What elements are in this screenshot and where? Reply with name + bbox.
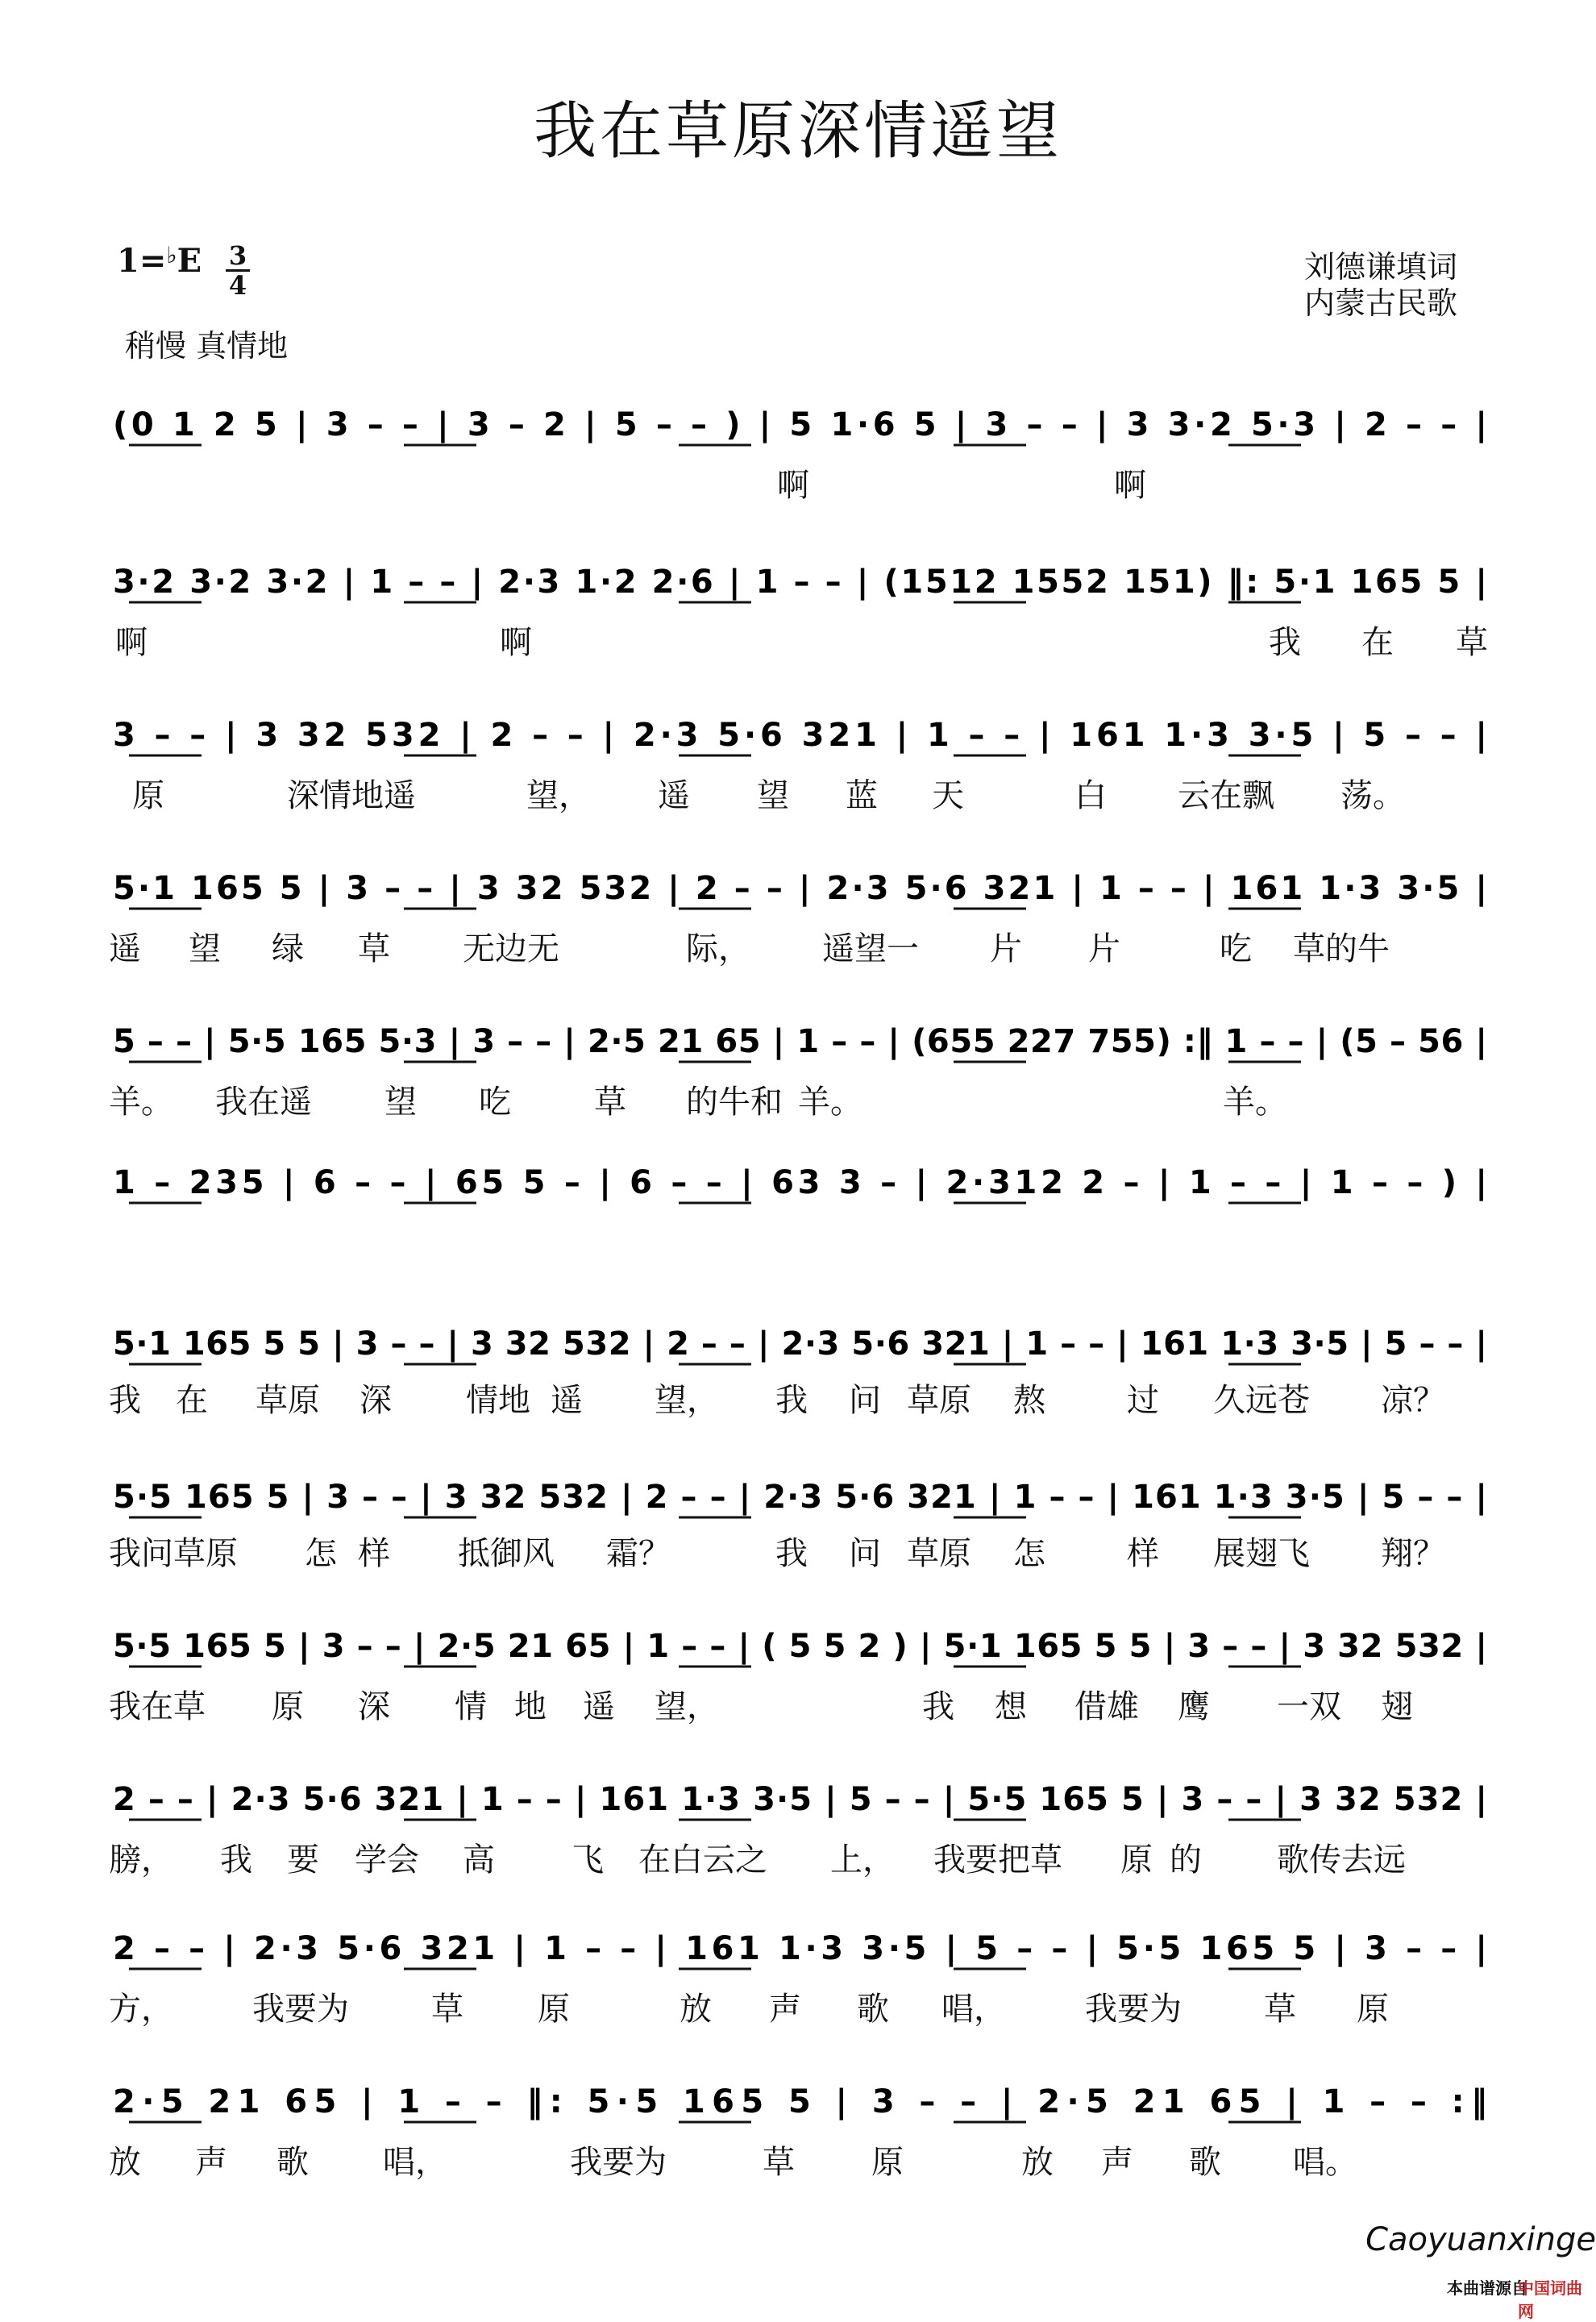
notation-row <box>0 697 1596 770</box>
notation-text: (0 1 2 5 | 3 – – | 3 – 2 | 5 – – ) | 5 1·6 5 | 3 – – | 3 3·2 5·3 | 2 – – | <box>113 406 1487 443</box>
time-signature-bottom: 4 <box>228 270 247 301</box>
lyric-syllable: 怎 <box>305 1535 337 1572</box>
notation-row <box>0 2064 1596 2137</box>
notation-text: 5·1 165 5 5 | 3 – – | 3 32 532 | 2 – – | 2·3 5·6 321 | 1 – – | 161 1·3 3·5 | 5 – – | <box>113 1325 1487 1363</box>
lyric-syllable: 望， <box>655 1688 719 1725</box>
notation-staff <box>0 697 1596 770</box>
lyric-syllable: 声 <box>1101 2144 1133 2181</box>
lyric-syllable: 要 <box>287 1841 319 1879</box>
lyric-syllable: 飞 <box>571 1841 604 1879</box>
lyric-syllable: 望， <box>526 777 591 814</box>
time-signature <box>226 240 250 301</box>
lyric-syllable: 久远苍 <box>1213 1382 1310 1419</box>
lyric-syllable: 上， <box>830 1841 895 1879</box>
lyric-syllable: 啊 <box>115 624 148 661</box>
lyric-syllable: 遥望一 <box>822 930 919 968</box>
lyric-syllable: 际， <box>686 930 750 968</box>
notation-staff <box>0 1004 1596 1076</box>
lyric-row <box>0 1681 1596 1729</box>
lyric-syllable: 原 <box>272 1688 304 1725</box>
key-signature: 1=♭E <box>117 242 202 280</box>
lyric-syllable: 吃 <box>1220 930 1252 968</box>
notation-text: 5·5 165 5 | 3 – – | 3 32 532 | 2 – – | 2·3 5·6 321 | 1 – – | 161 1·3 3·5 | 5 – – | <box>113 1479 1487 1516</box>
lyric-row <box>0 1375 1596 1423</box>
lyric-syllable: 想 <box>995 1688 1027 1725</box>
lyric-syllable: 翔？ <box>1381 1535 1445 1572</box>
lyric-row <box>0 1076 1596 1125</box>
notation-text: 3·2 3·2 3·2 | 1 – – | 2·3 1·2 2·6 | 1 – – | (1512 1552 151) ‖: 5·1 165 5 | <box>113 564 1488 601</box>
time-signature-top: 3 <box>228 240 247 271</box>
lyric-syllable: 情 <box>455 1688 487 1725</box>
lyric-syllable: 草原 <box>907 1382 971 1419</box>
notation-row <box>0 1608 1596 1681</box>
lyric-syllable: 我要为 <box>252 1991 349 2028</box>
notation-staff <box>0 1306 1596 1379</box>
notation-row <box>0 1145 1596 1217</box>
lyric-syllable: 唱， <box>383 2144 447 2181</box>
notation-staff <box>0 2064 1596 2137</box>
lyric-syllable: 吃 <box>479 1084 511 1121</box>
lyric-syllable: 啊 <box>777 467 809 504</box>
lyric-syllable: 羊。 <box>1223 1084 1287 1121</box>
notation-text: 1 – 235 | 6 – – | 65 5 – | 6 – – | 63 3 – | 2·312 2 – | 1 – – | 1 – – ) | <box>113 1164 1487 1201</box>
lyric-syllable: 蓝 <box>846 777 878 814</box>
lyric-syllable: 遥 <box>658 777 690 814</box>
lyric-syllable: 声 <box>195 2144 227 2181</box>
notation-text: 2 – – | 2·3 5·6 321 | 1 – – | 161 1·3 3·5 | 5 – – | 5·5 165 5 | 3 – – | <box>113 1930 1488 1967</box>
lyric-syllable: 唱， <box>941 1991 1006 2028</box>
lyric-syllable: 方， <box>109 1991 173 2028</box>
lyric-syllable: 霜？ <box>606 1535 671 1572</box>
lyric-syllable: 无边无 <box>463 930 559 968</box>
lyric-syllable: 草 <box>1264 1991 1296 2028</box>
lyric-syllable: 问 <box>849 1535 881 1572</box>
notation-row <box>0 544 1596 617</box>
lyric-syllable: 天 <box>932 777 964 814</box>
lyric-syllable: 凉？ <box>1381 1382 1445 1419</box>
lyric-syllable: 啊 <box>1114 467 1146 504</box>
notation-row <box>0 1306 1596 1379</box>
lyric-syllable: 原 <box>132 777 164 814</box>
lyric-syllable: 草原 <box>256 1382 320 1419</box>
lyric-syllable: 抵御风 <box>458 1535 555 1572</box>
lyric-syllable: 草的牛 <box>1293 930 1390 968</box>
lyric-syllable: 歌 <box>1189 2144 1221 2181</box>
notation-staff <box>0 1762 1596 1834</box>
lyric-syllable: 地 <box>514 1688 547 1725</box>
lyric-row <box>0 1983 1596 2032</box>
lyric-syllable: 草 <box>763 2144 795 2181</box>
lyric-syllable: 我要为 <box>570 2144 667 2181</box>
notation-staff <box>0 1608 1596 1681</box>
notation-row <box>0 1459 1596 1532</box>
notation-staff <box>0 1145 1596 1217</box>
lyric-syllable: 借雄 <box>1074 1688 1139 1725</box>
lyric-row <box>0 460 1596 508</box>
lyric-row <box>0 617 1596 665</box>
lyric-syllable: 深 <box>358 1688 390 1725</box>
lyric-syllable: 我 <box>109 1382 141 1419</box>
lyric-syllable: 一双 <box>1277 1688 1341 1725</box>
lyric-syllable: 原 <box>1120 1841 1153 1879</box>
lyric-syllable: 我在遥 <box>215 1084 312 1121</box>
lyric-syllable: 深情地遥 <box>287 777 416 814</box>
lyric-syllable: 膀， <box>109 1841 173 1879</box>
lyric-syllable: 我问草原 <box>109 1535 238 1572</box>
lyric-syllable: 遥 <box>583 1688 615 1725</box>
lyric-syllable: 遥 <box>109 930 141 968</box>
lyric-syllable: 歌 <box>857 1991 889 2028</box>
lyric-syllable: 歌 <box>276 2144 309 2181</box>
lyric-syllable: 展翅飞 <box>1213 1535 1310 1572</box>
lyric-syllable: 放 <box>109 2144 141 2181</box>
lyric-syllable: 翅 <box>1381 1688 1413 1725</box>
lyric-syllable: 样 <box>358 1535 390 1572</box>
lyric-syllable: 深 <box>360 1382 392 1419</box>
lyric-syllable: 熬 <box>1013 1382 1045 1419</box>
lyric-syllable: 我 <box>775 1382 808 1419</box>
lyric-syllable: 望， <box>655 1382 719 1419</box>
lyric-syllable: 羊。 <box>109 1084 173 1121</box>
notation-staff <box>0 1911 1596 1983</box>
notation-staff <box>0 851 1596 923</box>
lyric-row <box>0 770 1596 818</box>
footer-site-name: 中国词曲网 <box>1518 2278 1582 2321</box>
lyric-syllable: 的 <box>1170 1841 1202 1879</box>
lyric-syllable: 原 <box>1357 1991 1389 2028</box>
lyric-syllable: 问 <box>849 1382 881 1419</box>
lyric-syllable: 望 <box>757 777 789 814</box>
lyric-syllable: 放 <box>680 1991 712 2028</box>
notation-text: 5 – – | 5·5 165 5·3 | 3 – – | 2·5 21 65 | 1 – – | (655 227 755) :‖ 1 – – | (5 – 56 | <box>113 1023 1487 1060</box>
composer-credit: 内蒙古民歌 <box>1304 285 1458 321</box>
notation-staff <box>0 1459 1596 1532</box>
lyric-syllable: 我要把草 <box>933 1841 1062 1879</box>
lyric-syllable: 声 <box>769 1991 801 2028</box>
lyric-syllable: 原 <box>871 2144 904 2181</box>
notation-staff <box>0 387 1596 460</box>
lyric-syllable: 唱。 <box>1293 2144 1357 2181</box>
song-title: 我在草原深情遥望 <box>533 95 1062 168</box>
lyric-syllable: 草 <box>594 1084 626 1121</box>
lyric-syllable: 绿 <box>272 930 304 968</box>
notation-text: 2·5 21 65 | 1 – – ‖: 5·5 165 5 | 3 – – | 2·5 21 65 | 1 – – :‖ <box>113 2083 1487 2120</box>
notation-row <box>0 1004 1596 1076</box>
tempo-marking: 稍慢 真情地 <box>125 328 289 364</box>
lyric-syllable: 片 <box>1088 930 1120 968</box>
lyric-syllable: 鹰 <box>1178 1688 1210 1725</box>
lyric-syllable: 我在草 <box>109 1688 206 1725</box>
notation-row <box>0 851 1596 923</box>
lyric-syllable: 啊 <box>500 624 532 661</box>
lyric-row <box>0 923 1596 972</box>
notation-row <box>0 1762 1596 1834</box>
lyric-syllable: 白 <box>1074 777 1107 814</box>
lyric-syllable: 草原 <box>907 1535 971 1572</box>
lyric-syllable: 高 <box>463 1841 495 1879</box>
lyric-syllable: 歌传去远 <box>1277 1841 1406 1879</box>
lyric-syllable: 在 <box>1361 624 1394 661</box>
lyric-syllable: 的牛和 <box>686 1084 783 1121</box>
lyric-syllable: 学会 <box>355 1841 419 1879</box>
lyric-syllable: 情地 <box>466 1382 530 1419</box>
lyric-syllable: 草 <box>1456 624 1488 661</box>
lyric-syllable: 云在飘 <box>1178 777 1274 814</box>
lyric-syllable: 我 <box>1269 624 1301 661</box>
lyric-syllable: 望 <box>384 1084 417 1121</box>
notation-row <box>0 387 1596 460</box>
lyric-row <box>0 2137 1596 2185</box>
lyric-syllable: 草 <box>431 1991 463 2028</box>
lyric-syllable: 片 <box>990 930 1022 968</box>
lyric-syllable: 过 <box>1127 1382 1159 1419</box>
notation-row <box>0 1911 1596 1983</box>
watermark: Caoyuanxinge <box>1365 2221 1596 2258</box>
lyric-syllable: 我要为 <box>1085 1991 1182 2028</box>
lyric-syllable: 原 <box>538 1991 570 2028</box>
notation-text: 3 – – | 3 32 532 | 2 – – | 2·3 5·6 321 | 1 – – | 161 1·3 3·5 | 5 – – | <box>113 717 1487 754</box>
notation-text: 2 – – | 2·3 5·6 321 | 1 – – | 161 1·3 3·5 | 5 – – | 5·5 165 5 | 3 – – | 3 32 532 | <box>113 1781 1487 1818</box>
notation-text: 5·1 165 5 | 3 – – | 3 32 532 | 2 – – | 2·3 5·6 321 | 1 – – | 161 1·3 3·5 | <box>113 870 1488 907</box>
lyric-syllable: 羊。 <box>798 1084 862 1121</box>
lyric-syllable: 怎 <box>1013 1535 1045 1572</box>
lyric-syllable: 我 <box>220 1841 252 1879</box>
lyric-row <box>0 1834 1596 1883</box>
lyric-syllable: 在 <box>176 1382 208 1419</box>
lyricist-credit: 刘德谦填词 <box>1304 249 1458 285</box>
lyric-syllable: 在白云之 <box>638 1841 767 1879</box>
lyric-syllable: 草 <box>358 930 390 968</box>
lyric-syllable: 我 <box>922 1688 954 1725</box>
lyric-syllable: 望 <box>189 930 221 968</box>
lyric-syllable: 遥 <box>551 1382 583 1419</box>
notation-staff <box>0 544 1596 617</box>
lyric-syllable: 放 <box>1021 2144 1054 2181</box>
lyric-syllable: 荡。 <box>1340 777 1405 814</box>
lyric-row <box>0 1528 1596 1576</box>
lyric-syllable: 我 <box>775 1535 808 1572</box>
footer-source-label: 本曲谱源自 <box>1447 2278 1527 2298</box>
notation-text: 5·5 165 5 | 3 – – | 2·5 21 65 | 1 – – | ( 5 5 2 ) | 5·1 165 5 5 | 3 – – | 3 32 532 | <box>113 1628 1487 1665</box>
lyric-syllable: 样 <box>1127 1535 1159 1572</box>
